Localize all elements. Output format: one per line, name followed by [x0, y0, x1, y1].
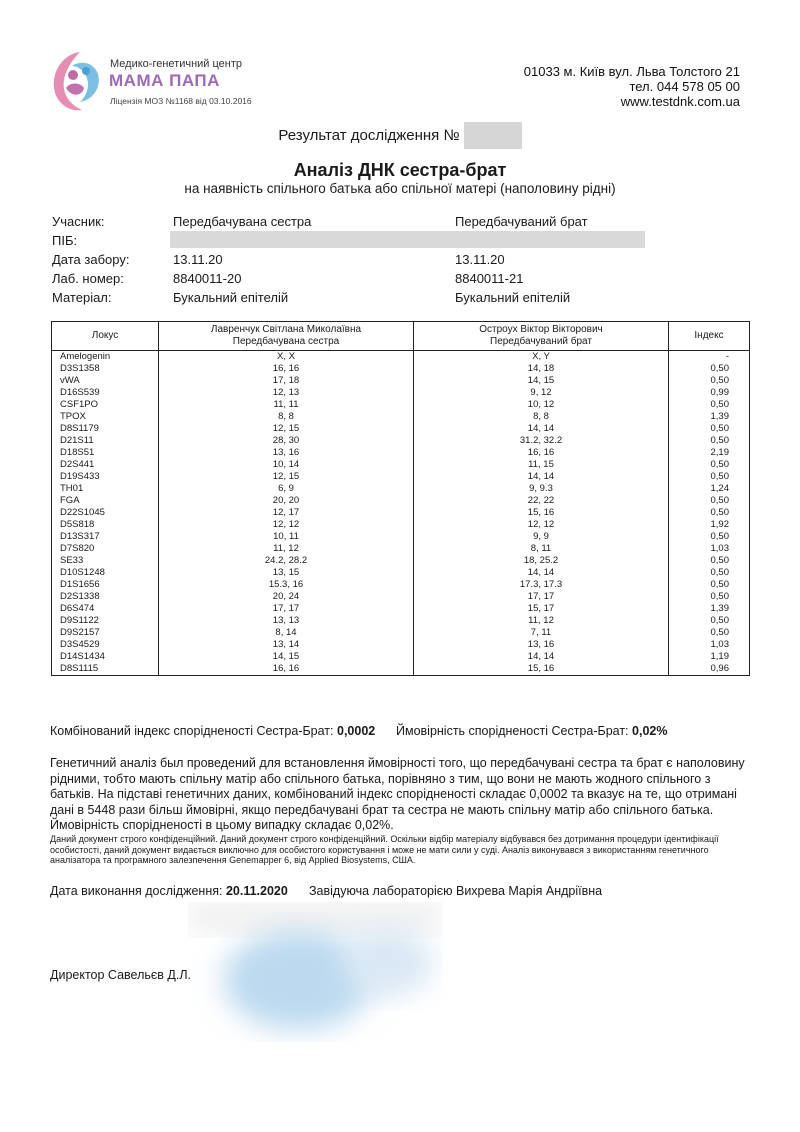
index-cell: 0,50 — [669, 495, 750, 507]
table-row — [52, 363, 750, 375]
index-cell: 1,03 — [669, 639, 750, 651]
sister-alleles-cell: 17, 18 — [159, 375, 414, 387]
table-row — [52, 591, 750, 603]
table-row — [52, 459, 750, 471]
brother-alleles-cell: 14, 15 — [414, 375, 669, 387]
completion-date-value: 20.11.2020 — [225, 884, 288, 898]
completion-date — [50, 884, 288, 898]
locus-cell: D8S1179 — [52, 423, 159, 435]
brother-lab-number: 8840011-21 — [455, 271, 524, 286]
locus-cell: CSF1PO — [52, 399, 159, 411]
license-text: Ліцензія МОЗ №1168 від 03.10.2016 — [110, 96, 252, 106]
sister-alleles-cell: 10, 11 — [159, 531, 414, 543]
center-type-label: Медико-генетичний центр — [110, 58, 243, 70]
sister-alleles-cell: 20, 20 — [159, 495, 414, 507]
brother-alleles-cell: 10, 12 — [414, 399, 669, 411]
brand-name: МАМА ПАПА — [109, 71, 220, 90]
sister-alleles-cell: 13, 14 — [159, 639, 414, 651]
table-row — [52, 603, 750, 615]
locus-cell: D19S433 — [52, 471, 159, 483]
index-cell: 0,50 — [669, 471, 750, 483]
index-cell: 1,19 — [669, 651, 750, 663]
date-label: Дата забору: — [52, 252, 130, 267]
sister-alleles-cell: 8, 8 — [159, 411, 414, 423]
table-row — [52, 375, 750, 387]
index-header: Індекс — [669, 322, 750, 351]
brother-alleles-cell: 14, 14 — [414, 471, 669, 483]
table-row — [52, 639, 750, 651]
locus-cell: TH01 — [52, 483, 159, 495]
table-row — [52, 651, 750, 663]
sister-alleles-cell: 16, 16 — [159, 363, 414, 375]
index-cell: 0,50 — [669, 591, 750, 603]
sister-lab-number: 8840011-20 — [173, 271, 242, 286]
sister-material: Букальний епітелій — [173, 290, 289, 305]
sister-alleles-cell: 13, 15 — [159, 567, 414, 579]
locus-cell: D5S818 — [52, 519, 159, 531]
sister-alleles-cell: 16, 16 — [159, 663, 414, 676]
locus-cell: SE33 — [52, 555, 159, 567]
blurred-stamp-signature — [188, 902, 443, 1042]
table-row — [52, 663, 750, 676]
locus-cell: D6S474 — [52, 603, 159, 615]
brother-role-header: Передбачуваний брат — [490, 336, 592, 347]
combined-index-label: Комбінований індекс спорідненості Сестра-Брат: — [50, 724, 334, 738]
locus-cell: D3S4529 — [52, 639, 159, 651]
table-row — [52, 507, 750, 519]
locus-cell: D9S2157 — [52, 627, 159, 639]
index-cell: 1,39 — [669, 411, 750, 423]
brother-alleles-cell: 11, 15 — [414, 459, 669, 471]
brother-alleles-cell: 16, 16 — [414, 447, 669, 459]
index-cell: 0,50 — [669, 531, 750, 543]
brother-alleles-cell: 15, 17 — [414, 603, 669, 615]
table-row — [52, 627, 750, 639]
conclusion-paragraph: Генетичний аналіз был проведений для встановлення ймовірності того, що передбачувані сестра та брат є наполовину рідними, тобто мають спільну матір або спільного батька, порівняно з тим, що вони не мають жодного спільного з батьків. На підставі генетичних даних, комбінований індекс спорідненості складає 0,0002 та вказує на те, що отримані дані в 5448 рази більш ймовірні, якщо передбачувані брат та сестра не мають спільну матір або спільного батька. Ймовірність спорідненості в цьому випадку складає 0,02%. — [50, 756, 745, 832]
locus-cell: D21S11 — [52, 435, 159, 447]
combined-index — [50, 724, 375, 738]
sister-alleles-cell: 8, 14 — [159, 627, 414, 639]
sister-alleles-cell: 13, 16 — [159, 447, 414, 459]
table-row — [52, 555, 750, 567]
locus-cell: D18S51 — [52, 447, 159, 459]
material-label: Матеріал: — [52, 290, 112, 305]
loci-table — [51, 321, 750, 676]
sister-alleles-cell: X, X — [159, 351, 414, 364]
sister-alleles-cell: 12, 12 — [159, 519, 414, 531]
table-row — [52, 495, 750, 507]
redacted-names — [170, 231, 645, 248]
sister-role-header: Передбачувана сестра — [232, 336, 340, 347]
brother-full-name: Остроух Віктор Вікторович — [479, 324, 603, 335]
locus-cell: D8S1115 — [52, 663, 159, 676]
locus-cell: D22S1045 — [52, 507, 159, 519]
locus-cell: D14S1434 — [52, 651, 159, 663]
index-cell: 1,03 — [669, 543, 750, 555]
brother-date: 13.11.20 — [455, 252, 505, 267]
table-row — [52, 471, 750, 483]
table-row — [52, 423, 750, 435]
index-cell: 1,24 — [669, 483, 750, 495]
brother-alleles-cell: 9, 12 — [414, 387, 669, 399]
index-cell: 0,50 — [669, 627, 750, 639]
sister-alleles-cell: 17, 17 — [159, 603, 414, 615]
contact-block — [524, 64, 740, 109]
probability-value: 0,02% — [632, 724, 668, 738]
locus-cell: D16S539 — [52, 387, 159, 399]
sister-full-name: Лавренчук Світлана Миколаївна — [210, 324, 362, 335]
sister-alleles-cell: 10, 14 — [159, 459, 414, 471]
table-row — [52, 567, 750, 579]
phone: тел. 044 578 05 00 — [629, 79, 740, 94]
address: 01033 м. Київ вул. Льва Толстого 21 — [523, 64, 740, 79]
table-row — [52, 483, 750, 495]
locus-cell: FGA — [52, 495, 159, 507]
sister-alleles-cell: 20, 24 — [159, 591, 414, 603]
locus-cell: D10S1248 — [52, 567, 159, 579]
sister-alleles-cell: 6, 9 — [159, 483, 414, 495]
index-cell: 0,50 — [669, 399, 750, 411]
index-cell: 0,50 — [669, 507, 750, 519]
sister-alleles-cell: 12, 13 — [159, 387, 414, 399]
index-cell: 0,50 — [669, 579, 750, 591]
table-header-row — [52, 322, 750, 351]
brother-alleles-cell: 17, 17 — [414, 591, 669, 603]
table-row — [52, 579, 750, 591]
brother-alleles-cell: 18, 25.2 — [414, 555, 669, 567]
sister-alleles-cell: 11, 11 — [159, 399, 414, 411]
locus-cell: D2S441 — [52, 459, 159, 471]
locus-header: Локус — [52, 322, 159, 351]
sister-header — [159, 322, 414, 351]
page-subtitle: на наявність спільного батька або спільної матері (наполовину рідні) — [184, 181, 616, 196]
brother-header — [414, 322, 669, 351]
locus-cell: D3S1358 — [52, 363, 159, 375]
sister-alleles-cell: 11, 12 — [159, 543, 414, 555]
brother-alleles-cell: 11, 12 — [414, 615, 669, 627]
sister-alleles-cell: 12, 15 — [159, 471, 414, 483]
brother-alleles-cell: 14, 14 — [414, 651, 669, 663]
brother-material: Букальний епітелій — [455, 290, 571, 305]
locus-cell: D1S1656 — [52, 579, 159, 591]
index-cell: 0,50 — [669, 423, 750, 435]
sister-alleles-cell: 14, 15 — [159, 651, 414, 663]
table-row — [52, 615, 750, 627]
index-cell: 0,50 — [669, 375, 750, 387]
brother-role: Передбачуваний брат — [455, 214, 588, 229]
brother-alleles-cell: X, Y — [414, 351, 669, 364]
participant-label: Учасник: — [52, 214, 105, 229]
sister-alleles-cell: 15.3, 16 — [159, 579, 414, 591]
brother-alleles-cell: 17.3, 17.3 — [414, 579, 669, 591]
brother-alleles-cell: 14, 14 — [414, 423, 669, 435]
index-cell: 1,39 — [669, 603, 750, 615]
index-cell: - — [669, 351, 750, 364]
index-cell: 0,50 — [669, 363, 750, 375]
page-title: Аналіз ДНК сестра-брат — [293, 160, 507, 180]
confidentiality-note: Даний документ строго конфіденційний. Даний документ строго конфіденційний. Оскільки відбір матеріалу відбувався без дотримання процедури ідентифікації особистості, даний документ видається виключно для особистого користування і може не мати сили у суді. Аналіз виконувався з використанням генетичного аналізатора та програмного залезпечення Genemapper 6, від Applied Biosystems, США. — [50, 834, 719, 865]
head-of-lab: Завідуюча лабораторією Вихрева Марія Андріївна — [309, 884, 603, 898]
brother-alleles-cell: 9, 9.3 — [414, 483, 669, 495]
table-row — [52, 435, 750, 447]
probability — [396, 724, 667, 738]
locus-cell: vWA — [52, 375, 159, 387]
combined-index-value: 0,0002 — [337, 724, 376, 738]
table-row — [52, 351, 750, 364]
index-cell: 2,19 — [669, 447, 750, 459]
brother-alleles-cell: 14, 14 — [414, 567, 669, 579]
result-label: Результат дослідження № — [278, 127, 460, 144]
sister-date: 13.11.20 — [173, 252, 223, 267]
table-row — [52, 543, 750, 555]
sister-alleles-cell: 12, 17 — [159, 507, 414, 519]
brother-alleles-cell: 8, 8 — [414, 411, 669, 423]
locus-cell: D9S1122 — [52, 615, 159, 627]
name-label: ПІБ: — [52, 233, 78, 248]
brother-alleles-cell: 8, 11 — [414, 543, 669, 555]
brother-alleles-cell: 15, 16 — [414, 507, 669, 519]
brother-alleles-cell: 13, 16 — [414, 639, 669, 651]
sister-alleles-cell: 12, 15 — [159, 423, 414, 435]
brother-alleles-cell: 15, 16 — [414, 663, 669, 676]
index-cell: 0,99 — [669, 387, 750, 399]
table-row — [52, 531, 750, 543]
website-link[interactable]: www.testdnk.com.ua — [620, 94, 740, 109]
index-cell: 0,50 — [669, 567, 750, 579]
table-row — [52, 447, 750, 459]
index-cell: 0,50 — [669, 459, 750, 471]
brother-alleles-cell: 14, 18 — [414, 363, 669, 375]
locus-cell: D2S1338 — [52, 591, 159, 603]
table-row — [52, 387, 750, 399]
brother-alleles-cell: 31.2, 32.2 — [414, 435, 669, 447]
director-signature-line: Директор Савельєв Д.Л. — [50, 968, 191, 982]
index-cell: 0,50 — [669, 555, 750, 567]
lab-number-label: Лаб. номер: — [52, 271, 124, 286]
probability-label: Ймовірність спорідненості Сестра-Брат: — [396, 724, 629, 738]
brother-alleles-cell: 12, 12 — [414, 519, 669, 531]
sister-alleles-cell: 28, 30 — [159, 435, 414, 447]
brother-alleles-cell: 22, 22 — [414, 495, 669, 507]
brother-alleles-cell: 7, 11 — [414, 627, 669, 639]
logo-icon — [50, 48, 106, 114]
sister-alleles-cell: 24.2, 28.2 — [159, 555, 414, 567]
locus-cell: D13S317 — [52, 531, 159, 543]
table-row — [52, 399, 750, 411]
locus-cell: D7S820 — [52, 543, 159, 555]
sister-alleles-cell: 13, 13 — [159, 615, 414, 627]
locus-cell: Amelogenin — [52, 351, 159, 364]
brother-alleles-cell: 9, 9 — [414, 531, 669, 543]
sister-role: Передбачувана сестра — [173, 214, 312, 229]
table-row — [52, 411, 750, 423]
result-number-row — [0, 122, 800, 150]
index-cell: 0,96 — [669, 663, 750, 676]
redacted-result-number — [464, 122, 522, 149]
locus-cell: TPOX — [52, 411, 159, 423]
index-cell: 0,50 — [669, 435, 750, 447]
completion-date-label: Дата виконання дослідження: — [50, 884, 223, 898]
index-cell: 0,50 — [669, 615, 750, 627]
table-row — [52, 519, 750, 531]
index-cell: 1,92 — [669, 519, 750, 531]
